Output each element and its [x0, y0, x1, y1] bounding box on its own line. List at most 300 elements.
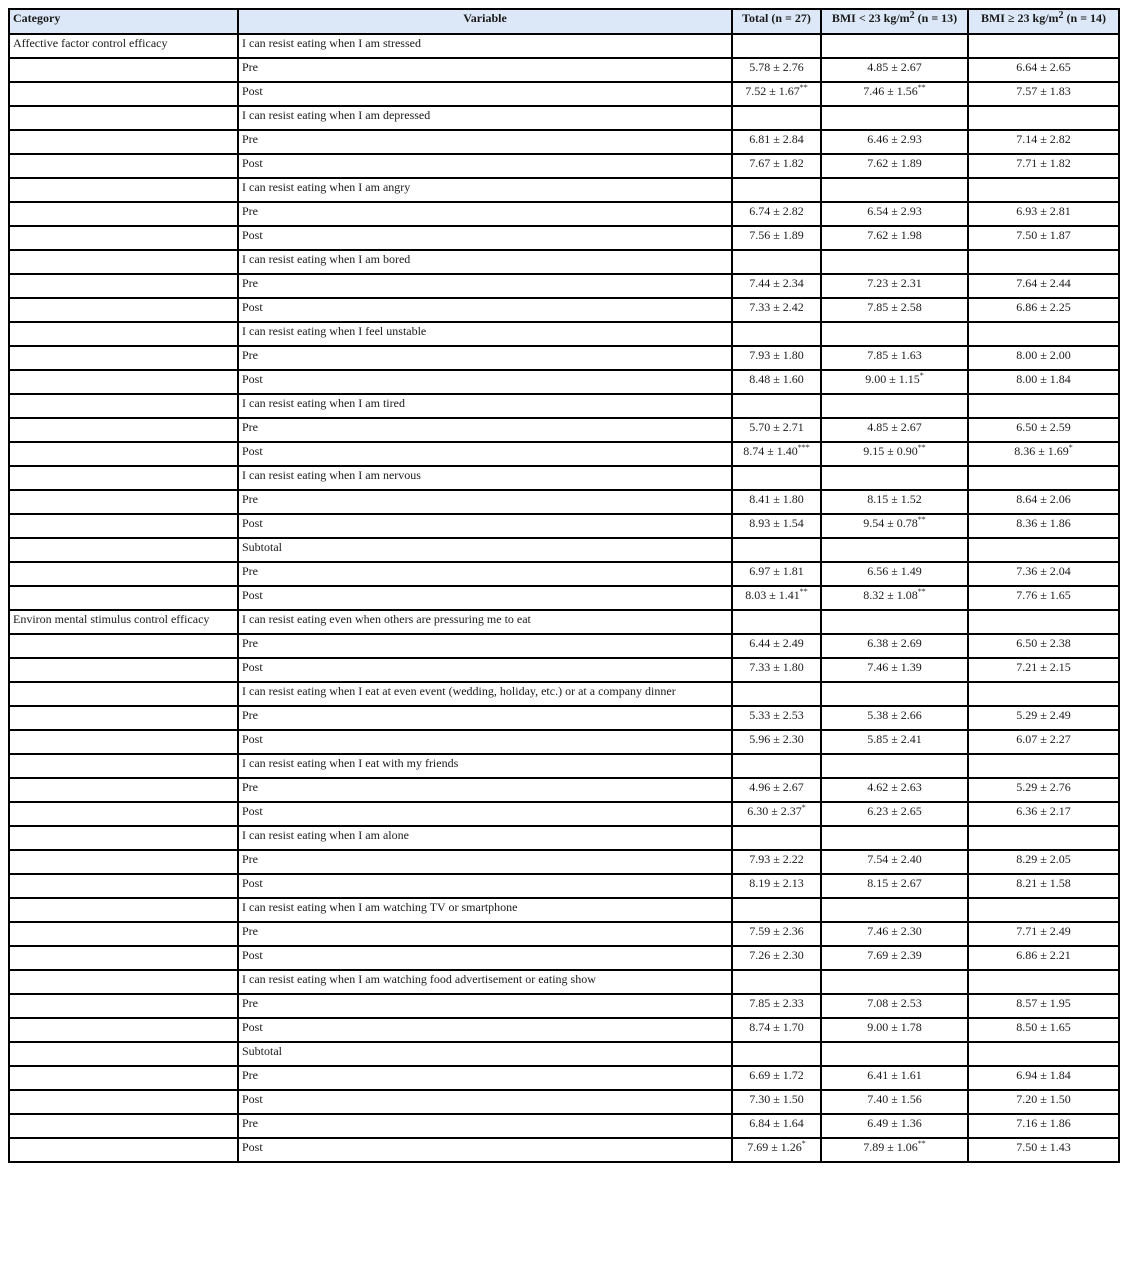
total-cell	[732, 226, 821, 250]
total-cell-value: 6.74 ± 2.82	[749, 204, 804, 218]
variable-cell-value: Pre	[242, 420, 258, 434]
table-row	[9, 1066, 1119, 1090]
category-cell	[9, 226, 238, 250]
total-cell	[732, 778, 821, 802]
significance-marker: **	[917, 1139, 926, 1148]
variable-cell	[238, 850, 732, 874]
bmi-low-cell-value: 9.54 ± 0.78	[863, 516, 918, 530]
total-cell	[732, 106, 821, 130]
total-cell	[732, 754, 821, 778]
total-cell-value: 7.59 ± 2.36	[749, 924, 804, 938]
table-row	[9, 442, 1119, 466]
variable-cell-value: Pre	[242, 132, 258, 146]
variable-cell	[238, 1090, 732, 1114]
bmi-low-cell	[821, 250, 968, 274]
variable-cell	[238, 466, 732, 490]
bmi-low-cell-value: 6.23 ± 2.65	[867, 804, 922, 818]
header-bmi-high-exponent: 2	[1058, 10, 1064, 21]
table-row	[9, 370, 1119, 394]
category-cell	[9, 178, 238, 202]
total-cell	[732, 586, 821, 610]
total-cell-value: 5.70 ± 2.71	[749, 420, 804, 434]
total-cell-value: 8.03 ± 1.41	[745, 588, 800, 602]
category-cell	[9, 274, 238, 298]
total-cell	[732, 346, 821, 370]
table-row	[9, 154, 1119, 178]
total-cell-value: 7.52 ± 1.67	[745, 84, 800, 98]
category-cell	[9, 586, 238, 610]
variable-cell	[238, 874, 732, 898]
total-cell-value: 6.84 ± 1.64	[749, 1116, 804, 1130]
bmi-low-cell-value: 7.89 ± 1.06	[863, 1140, 918, 1154]
category-cell	[9, 34, 238, 58]
category-cell	[9, 1090, 238, 1114]
variable-cell-value: Pre	[242, 492, 258, 506]
total-cell	[732, 706, 821, 730]
total-cell	[732, 1090, 821, 1114]
total-cell	[732, 994, 821, 1018]
bmi-low-cell-value: 5.85 ± 2.41	[867, 732, 922, 746]
bmi-high-cell-value: 6.86 ± 2.25	[1016, 300, 1071, 314]
category-cell	[9, 850, 238, 874]
significance-marker: *	[801, 1139, 806, 1148]
bmi-low-cell-value: 7.62 ± 1.89	[867, 156, 922, 170]
bmi-high-cell	[968, 946, 1119, 970]
total-cell	[732, 130, 821, 154]
table-container	[8, 8, 1120, 1163]
category-cell	[9, 298, 238, 322]
bmi-low-cell-value: 4.62 ± 2.63	[867, 780, 922, 794]
category-cell-value: Affective factor control efficacy	[13, 36, 168, 50]
variable-cell-value: I can resist eating when I am bored	[242, 252, 411, 266]
total-cell-value: 4.96 ± 2.67	[749, 780, 804, 794]
bmi-low-cell	[821, 610, 968, 634]
variable-cell-value: Post	[242, 732, 263, 746]
total-cell	[732, 562, 821, 586]
bmi-low-cell	[821, 586, 968, 610]
bmi-high-cell	[968, 250, 1119, 274]
bmi-low-cell-value: 8.32 ± 1.08	[863, 588, 918, 602]
bmi-high-cell	[968, 730, 1119, 754]
header-bmi-low-prefix: BMI < 23 kg/m	[831, 11, 910, 25]
total-cell	[732, 1042, 821, 1066]
total-cell	[732, 634, 821, 658]
bmi-high-cell	[968, 466, 1119, 490]
table-row	[9, 658, 1119, 682]
bmi-low-cell	[821, 130, 968, 154]
significance-marker: **	[799, 83, 808, 92]
total-cell	[732, 802, 821, 826]
bmi-low-cell	[821, 730, 968, 754]
variable-cell-value: I can resist eating when I eat at even event (wedding, holiday, etc.) or at a company dinner	[242, 684, 676, 698]
variable-cell-value: Post	[242, 1092, 263, 1106]
bmi-low-cell	[821, 1066, 968, 1090]
total-cell-value: 7.33 ± 2.42	[749, 300, 804, 314]
bmi-low-cell	[821, 466, 968, 490]
total-cell-value: 7.67 ± 1.82	[749, 156, 804, 170]
bmi-high-cell	[968, 1090, 1119, 1114]
variable-cell-value: Pre	[242, 708, 258, 722]
bmi-low-cell-value: 6.56 ± 1.49	[867, 564, 922, 578]
table-row	[9, 466, 1119, 490]
bmi-low-cell-value: 9.00 ± 1.15	[865, 372, 920, 386]
bmi-high-cell	[968, 754, 1119, 778]
total-cell-value: 7.56 ± 1.89	[749, 228, 804, 242]
category-cell	[9, 1138, 238, 1162]
variable-cell-value: Post	[242, 804, 263, 818]
category-cell	[9, 874, 238, 898]
variable-cell-value: I can resist eating when I eat with my friends	[242, 756, 459, 770]
total-cell	[732, 514, 821, 538]
variable-cell	[238, 1114, 732, 1138]
total-cell-value: 7.85 ± 2.33	[749, 996, 804, 1010]
category-cell	[9, 562, 238, 586]
total-cell	[732, 730, 821, 754]
bmi-high-cell	[968, 346, 1119, 370]
bmi-low-cell-value: 4.85 ± 2.67	[867, 420, 922, 434]
total-cell	[732, 202, 821, 226]
total-cell	[732, 418, 821, 442]
bmi-high-cell	[968, 802, 1119, 826]
bmi-high-cell	[968, 898, 1119, 922]
bmi-high-cell	[968, 874, 1119, 898]
bmi-high-cell-value: 8.36 ± 1.86	[1016, 516, 1071, 530]
bmi-low-cell	[821, 394, 968, 418]
bmi-high-cell	[968, 706, 1119, 730]
category-cell	[9, 1066, 238, 1090]
bmi-low-cell-value: 7.08 ± 2.53	[867, 996, 922, 1010]
total-cell	[732, 1066, 821, 1090]
bmi-low-cell	[821, 34, 968, 58]
total-cell-value: 7.30 ± 1.50	[749, 1092, 804, 1106]
bmi-low-cell	[821, 346, 968, 370]
table-row	[9, 250, 1119, 274]
bmi-high-cell-value: 6.93 ± 2.81	[1016, 204, 1071, 218]
category-cell	[9, 1042, 238, 1066]
variable-cell-value: Pre	[242, 852, 258, 866]
bmi-high-cell-value: 8.57 ± 1.95	[1016, 996, 1071, 1010]
variable-cell-value: I can resist eating when I am tired	[242, 396, 405, 410]
variable-cell	[238, 610, 732, 634]
variable-cell-value: Pre	[242, 996, 258, 1010]
variable-cell-value: I can resist eating when I am depressed	[242, 108, 431, 122]
category-cell	[9, 970, 238, 994]
bmi-low-cell	[821, 442, 968, 466]
bmi-low-cell	[821, 970, 968, 994]
bmi-high-cell-value: 6.36 ± 2.17	[1016, 804, 1071, 818]
variable-cell-value: Pre	[242, 276, 258, 290]
category-cell	[9, 442, 238, 466]
total-cell-value: 8.41 ± 1.80	[749, 492, 804, 506]
bmi-high-cell	[968, 130, 1119, 154]
variable-cell-value: Post	[242, 660, 263, 674]
category-cell	[9, 922, 238, 946]
variable-cell	[238, 826, 732, 850]
bmi-high-cell	[968, 370, 1119, 394]
variable-cell	[238, 898, 732, 922]
total-cell-value: 7.93 ± 1.80	[749, 348, 804, 362]
bmi-low-cell-value: 7.85 ± 2.58	[867, 300, 922, 314]
category-cell	[9, 778, 238, 802]
bmi-high-cell	[968, 82, 1119, 106]
category-cell	[9, 418, 238, 442]
bmi-low-cell-value: 7.62 ± 1.98	[867, 228, 922, 242]
table-row	[9, 1042, 1119, 1066]
bmi-high-cell	[968, 850, 1119, 874]
variable-cell-value: Post	[242, 156, 263, 170]
total-cell	[732, 898, 821, 922]
table-row	[9, 682, 1119, 706]
bmi-high-cell-value: 7.71 ± 2.49	[1016, 924, 1071, 938]
total-cell	[732, 490, 821, 514]
bmi-high-cell-value: 8.29 ± 2.05	[1016, 852, 1071, 866]
total-cell-value: 6.69 ± 1.72	[749, 1068, 804, 1082]
variable-cell-value: Post	[242, 84, 263, 98]
bmi-low-cell	[821, 1042, 968, 1066]
bmi-high-cell	[968, 490, 1119, 514]
header-bmi-low-suffix: (n = 13)	[914, 11, 958, 25]
bmi-low-cell	[821, 994, 968, 1018]
header-bmi-low-exponent: 2	[909, 10, 915, 21]
table-row	[9, 586, 1119, 610]
bmi-low-cell-value: 4.85 ± 2.67	[867, 60, 922, 74]
bmi-high-cell	[968, 1138, 1119, 1162]
variable-cell	[238, 1018, 732, 1042]
bmi-high-cell	[968, 778, 1119, 802]
variable-cell	[238, 250, 732, 274]
variable-cell	[238, 586, 732, 610]
variable-cell	[238, 730, 732, 754]
total-cell	[732, 610, 821, 634]
table-row	[9, 178, 1119, 202]
variable-cell-value: Post	[242, 948, 263, 962]
bmi-low-cell	[821, 658, 968, 682]
table-row	[9, 394, 1119, 418]
total-cell	[732, 394, 821, 418]
bmi-high-cell-value: 7.21 ± 2.15	[1016, 660, 1071, 674]
category-cell	[9, 82, 238, 106]
variable-cell	[238, 442, 732, 466]
bmi-low-cell-value: 7.40 ± 1.56	[867, 1092, 922, 1106]
header-bmi-high-suffix: (n = 14)	[1063, 11, 1107, 25]
category-cell-value: Environ mental stimulus control efficacy	[13, 612, 210, 626]
variable-cell-value: I can resist eating even when others are pressuring me to eat	[242, 612, 531, 626]
bmi-low-cell-value: 8.15 ± 1.52	[867, 492, 922, 506]
table-row	[9, 802, 1119, 826]
category-cell	[9, 754, 238, 778]
variable-cell	[238, 178, 732, 202]
table-row	[9, 538, 1119, 562]
bmi-low-cell-value: 7.23 ± 2.31	[867, 276, 922, 290]
bmi-high-cell	[968, 514, 1119, 538]
table-row	[9, 1090, 1119, 1114]
table-row	[9, 562, 1119, 586]
bmi-low-cell	[821, 322, 968, 346]
total-cell	[732, 874, 821, 898]
bmi-high-cell	[968, 394, 1119, 418]
category-cell	[9, 58, 238, 82]
category-cell	[9, 706, 238, 730]
bmi-high-cell-value: 8.00 ± 2.00	[1016, 348, 1071, 362]
variable-cell	[238, 370, 732, 394]
category-cell	[9, 898, 238, 922]
variable-cell	[238, 922, 732, 946]
variable-cell	[238, 226, 732, 250]
bmi-high-cell	[968, 34, 1119, 58]
bmi-high-cell-value: 8.21 ± 1.58	[1016, 876, 1071, 890]
category-cell	[9, 202, 238, 226]
bmi-high-cell	[968, 322, 1119, 346]
table-row	[9, 1018, 1119, 1042]
category-cell	[9, 250, 238, 274]
category-cell	[9, 490, 238, 514]
variable-cell-value: I can resist eating when I am watching TV or smartphone	[242, 900, 518, 914]
header-bmi-high-prefix: BMI ≥ 23 kg/m	[980, 11, 1059, 25]
category-cell	[9, 514, 238, 538]
total-cell-value: 7.44 ± 2.34	[749, 276, 804, 290]
bmi-low-cell	[821, 802, 968, 826]
table-row	[9, 82, 1119, 106]
bmi-low-cell	[821, 490, 968, 514]
bmi-low-cell	[821, 850, 968, 874]
total-cell	[732, 946, 821, 970]
variable-cell-value: I can resist eating when I am watching food advertisement or eating show	[242, 972, 596, 986]
category-cell	[9, 538, 238, 562]
table-row	[9, 730, 1119, 754]
variable-cell	[238, 1138, 732, 1162]
bmi-high-cell	[968, 154, 1119, 178]
total-cell	[732, 34, 821, 58]
variable-cell	[238, 130, 732, 154]
bmi-low-cell	[821, 874, 968, 898]
variable-cell-value: I can resist eating when I am alone	[242, 828, 409, 842]
bmi-high-cell	[968, 1066, 1119, 1090]
variable-cell	[238, 106, 732, 130]
bmi-high-cell-value: 7.36 ± 2.04	[1016, 564, 1071, 578]
variable-cell-value: Post	[242, 444, 263, 458]
bmi-high-cell-value: 7.76 ± 1.65	[1016, 588, 1071, 602]
header-total: Total (n = 27)	[732, 9, 821, 34]
bmi-high-cell	[968, 442, 1119, 466]
bmi-high-cell	[968, 226, 1119, 250]
bmi-low-cell	[821, 634, 968, 658]
variable-cell-value: Pre	[242, 564, 258, 578]
variable-cell-value: Pre	[242, 60, 258, 74]
variable-cell	[238, 946, 732, 970]
bmi-low-cell	[821, 754, 968, 778]
bmi-high-cell	[968, 1018, 1119, 1042]
bmi-high-cell	[968, 610, 1119, 634]
bmi-high-cell	[968, 634, 1119, 658]
bmi-high-cell	[968, 538, 1119, 562]
bmi-high-cell-value: 7.16 ± 1.86	[1016, 1116, 1071, 1130]
total-cell-value: 5.96 ± 2.30	[749, 732, 804, 746]
bmi-low-cell	[821, 898, 968, 922]
total-cell	[732, 370, 821, 394]
total-cell	[732, 298, 821, 322]
category-cell	[9, 658, 238, 682]
total-cell	[732, 538, 821, 562]
bmi-high-cell-value: 7.50 ± 1.43	[1016, 1140, 1071, 1154]
bmi-high-cell	[968, 418, 1119, 442]
bmi-low-cell-value: 5.38 ± 2.66	[867, 708, 922, 722]
table-row	[9, 130, 1119, 154]
bmi-low-cell	[821, 946, 968, 970]
bmi-high-cell	[968, 202, 1119, 226]
variable-cell-value: Subtotal	[242, 1044, 283, 1058]
total-cell-value: 7.93 ± 2.22	[749, 852, 804, 866]
category-cell	[9, 634, 238, 658]
bmi-low-cell	[821, 1114, 968, 1138]
variable-cell	[238, 754, 732, 778]
variable-cell-value: Pre	[242, 1116, 258, 1130]
table-row	[9, 226, 1119, 250]
header-row	[9, 9, 1119, 34]
bmi-low-cell	[821, 778, 968, 802]
variable-cell	[238, 658, 732, 682]
variable-cell	[238, 634, 732, 658]
variable-cell-value: Pre	[242, 348, 258, 362]
bmi-low-cell	[821, 1090, 968, 1114]
total-cell	[732, 1018, 821, 1042]
total-cell	[732, 466, 821, 490]
bmi-low-cell	[821, 226, 968, 250]
variable-cell-value: I can resist eating when I am angry	[242, 180, 411, 194]
total-cell	[732, 922, 821, 946]
bmi-high-cell-value: 6.64 ± 2.65	[1016, 60, 1071, 74]
variable-cell	[238, 34, 732, 58]
total-cell-value: 6.97 ± 1.81	[749, 564, 804, 578]
header-bmi-low	[821, 9, 968, 34]
bmi-high-cell-value: 6.07 ± 2.27	[1016, 732, 1071, 746]
category-cell	[9, 1114, 238, 1138]
variable-cell	[238, 682, 732, 706]
variable-cell-value: Post	[242, 1140, 263, 1154]
bmi-high-cell	[968, 586, 1119, 610]
bmi-low-cell	[821, 514, 968, 538]
bmi-low-cell-value: 6.54 ± 2.93	[867, 204, 922, 218]
bmi-low-cell	[821, 418, 968, 442]
variable-cell	[238, 274, 732, 298]
variable-cell	[238, 514, 732, 538]
total-cell	[732, 850, 821, 874]
total-cell	[732, 442, 821, 466]
total-cell	[732, 658, 821, 682]
table-row	[9, 274, 1119, 298]
bmi-high-cell-value: 6.94 ± 1.84	[1016, 1068, 1071, 1082]
bmi-high-cell	[968, 994, 1119, 1018]
significance-marker: **	[799, 587, 808, 596]
variable-cell	[238, 418, 732, 442]
efficacy-table	[8, 8, 1120, 1163]
variable-cell	[238, 154, 732, 178]
variable-cell	[238, 322, 732, 346]
bmi-high-cell	[968, 970, 1119, 994]
bmi-low-cell	[821, 82, 968, 106]
significance-marker: *	[1068, 443, 1073, 452]
bmi-high-cell	[968, 106, 1119, 130]
table-row	[9, 922, 1119, 946]
bmi-low-cell	[821, 706, 968, 730]
significance-marker: **	[917, 83, 926, 92]
bmi-high-cell	[968, 1042, 1119, 1066]
total-cell	[732, 250, 821, 274]
bmi-high-cell	[968, 562, 1119, 586]
table-row	[9, 634, 1119, 658]
bmi-low-cell	[821, 1018, 968, 1042]
table-header	[9, 9, 1119, 34]
table-row	[9, 994, 1119, 1018]
